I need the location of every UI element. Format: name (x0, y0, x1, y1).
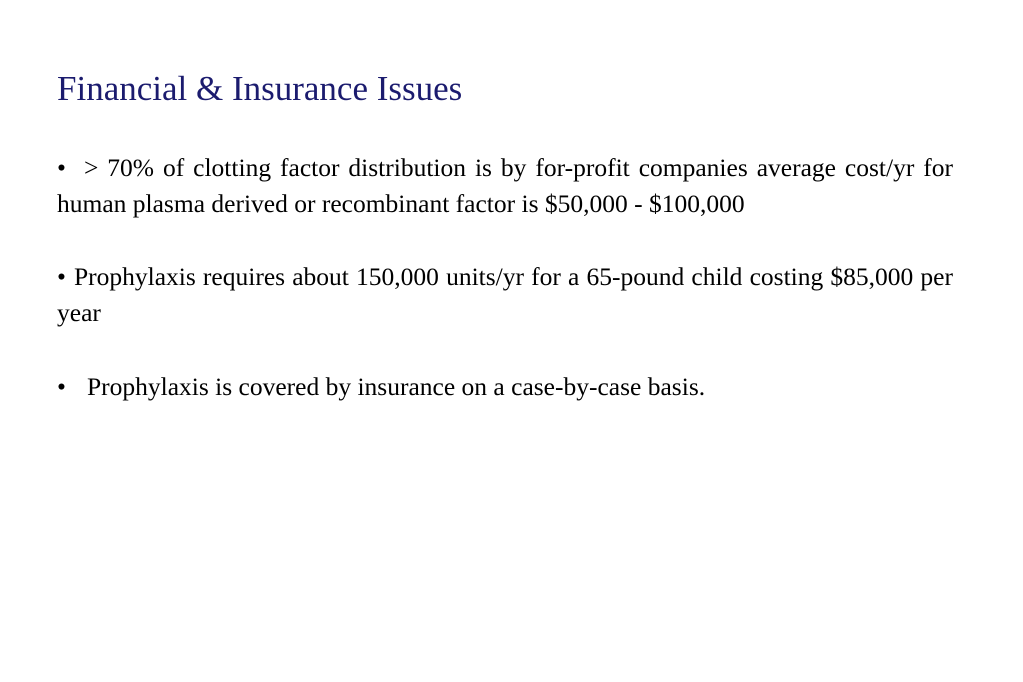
bullet-icon: • (57, 372, 66, 401)
bullet-icon: • (57, 153, 66, 182)
bullet-text: Prophylaxis is covered by insurance on a case-by-case basis. (86, 372, 706, 401)
bullet-list (57, 150, 953, 405)
bullet-text: > 70% of clotting factor distribution is by for-profit companies average cost/yr for human plasma derived or recombinant factor is $50,000 - $100,000 (57, 153, 953, 218)
bullet-item-prophylaxis-units (57, 259, 953, 331)
slide-title: Financial & Insurance Issues (57, 69, 463, 108)
bullet-item-clotting-factor (57, 150, 953, 222)
bullet-icon: • (57, 262, 66, 291)
bullet-item-insurance-coverage (57, 369, 953, 405)
bullet-text: Prophylaxis requires about 150,000 units/yr for a 65-pound child costing $85,000 per year (57, 262, 953, 327)
